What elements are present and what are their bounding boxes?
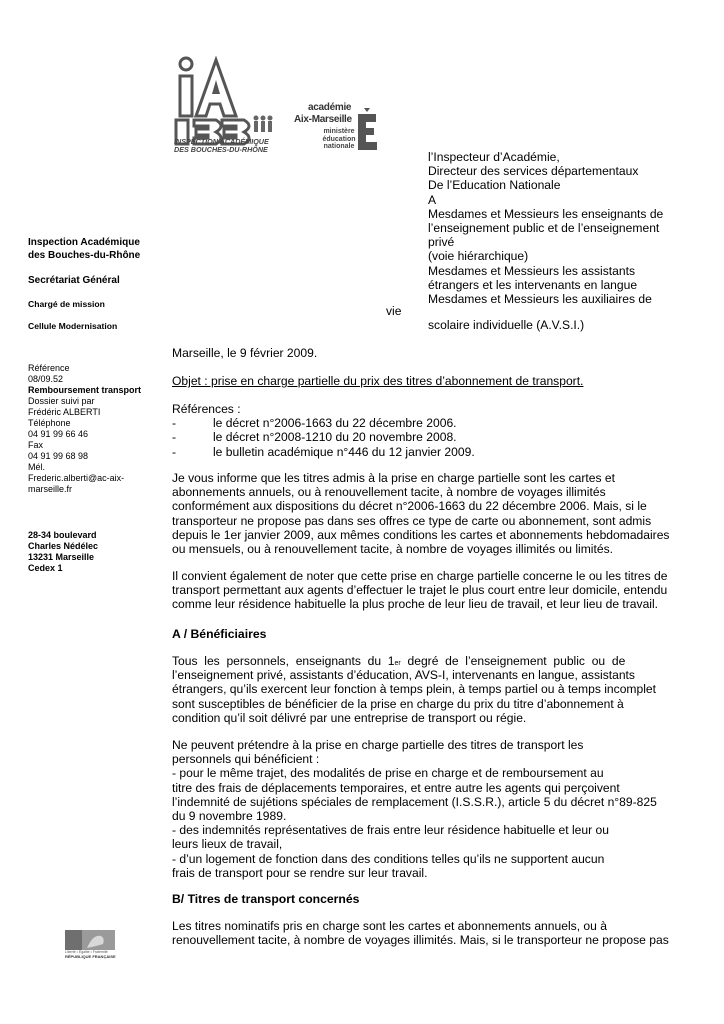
para-line: - pour le même trajet, des modalités de prise en charge et de remboursement au — [172, 766, 604, 781]
ministere-label: ministère éducation nationale — [322, 128, 356, 150]
letter-subject: Objet : prise en charge partielle du prix des titres d’abonnement de transport. — [172, 374, 584, 388]
para-line: renouvellement tacite, à nombre de voyages illimités. Mais, si le transporteur ne propose pas — [172, 933, 669, 948]
ia13-logo-text: INSPECTION ACADÉMIQUE DES BOUCHES-DU-RHÔNE — [174, 137, 269, 154]
para-line: - d’un logement de fonction dans des conditions telles qu’ils ne supportent aucun — [172, 851, 605, 866]
paragraph-b — [172, 919, 672, 947]
sidebar-address-line: 13231 Marseille — [28, 552, 95, 562]
recipient-line: A — [428, 192, 437, 207]
recipient-vie: vie — [386, 304, 402, 318]
sidebar-info-line: Frédéric ALBERTI — [28, 407, 101, 417]
sidebar-charge: Chargé de mission — [28, 299, 105, 309]
para-line: personnels qui bénéficient : — [172, 752, 320, 767]
para-line: sont susceptibles de bénéficier de la prise en charge du prix du titre d’abonnement à — [172, 696, 624, 711]
recipient-line: (voie hiérarchique) — [428, 249, 529, 264]
para-line: transporteur ne propose pas dans ses offres ce type de carte ou abonnement, sont admis — [172, 513, 652, 528]
recipient-line: Mesdames et Messieurs les enseignants de — [428, 206, 664, 221]
para-line: Les titres nominatifs pris en charge sont les cartes et abonnements annuels, ou à — [172, 919, 607, 933]
para-line: depuis le 1er janvier 2009, aux mêmes conditions les cartes et abonnements hebdomadaires — [172, 527, 670, 542]
republique-motto: Liberté • Égalité • Fraternité — [65, 950, 108, 954]
reference-text: le décret n°2006-1663 du 22 décembre 2006. — [213, 416, 457, 431]
para-line — [172, 654, 672, 668]
recipient-line: De l’Education Nationale — [428, 178, 561, 193]
sidebar-info-line: Dossier suivi par — [28, 396, 95, 406]
recipient-line: Mesdames et Messieurs les assistants — [428, 263, 636, 278]
inspection-academique-logo — [170, 50, 282, 160]
references-label: Références : — [172, 402, 241, 416]
sidebar-secretariat: Secrétariat Général — [28, 275, 120, 286]
para-line: leurs lieux de travail, — [172, 837, 283, 852]
reference-item: - le bulletin académique n°446 du 12 janvier 2009. — [172, 444, 475, 459]
para-line: l’indemnité de sujétions spéciales de remplacement (I.S.S.R.), article 5 du décret n°89-825 — [172, 794, 657, 809]
para-line: frais de transport pour se rendre sur leur travail. — [172, 865, 428, 880]
para-line: Ne peuvent prétendre à la prise en charge partielle des titres de transport les — [172, 738, 584, 752]
section-b-heading: B/ Titres de transport concernés — [172, 892, 360, 906]
sidebar-contact-info — [28, 363, 158, 495]
recipient-line: Directeur des services départementaux — [428, 164, 639, 179]
para-line: ou mensuels, ou à renouvellement tacite, à nombre de voyages illimités ou limités. — [172, 542, 613, 557]
reference-text: le bulletin académique n°446 du 12 janvier 2009. — [213, 444, 475, 459]
para-line: du 9 novembre 1989. — [172, 809, 287, 824]
para-text: Tous les personnels, enseignants du 1 — [172, 654, 395, 668]
letter-date: Marseille, le 9 février 2009. — [172, 346, 318, 360]
paragraph-1 — [172, 471, 672, 556]
para-line: abonnements annuels, ou à renouvellement tacite, à nombre de voyages illimités — [172, 485, 606, 500]
sidebar-address — [28, 530, 158, 574]
sidebar-cellule: Cellule Modernisation — [28, 321, 118, 331]
section-a-heading: A / Bénéficiaires — [172, 627, 267, 641]
sidebar-address-line: Cedex 1 — [28, 563, 63, 573]
reference-item: - le décret n°2008-1210 du 20 novembre 2008. — [172, 430, 457, 445]
sidebar-info-line: 04 91 99 68 98 — [28, 451, 89, 461]
recipient-line: l’enseignement public et de l’enseignement — [428, 221, 660, 236]
e-emblem-icon — [356, 106, 382, 154]
references-block — [172, 402, 672, 459]
academie-label: académie — [308, 102, 352, 113]
recipient-line: Mesdames et Messieurs les auxiliaires de — [428, 292, 652, 307]
sidebar-address-line: Charles Nédélec — [28, 541, 99, 551]
sidebar-info-line: Mél. — [28, 462, 46, 472]
sidebar-email-line: Frederic.alberti@ac-aix- — [28, 473, 125, 483]
para-line: étrangers, qu’ils exercent leur fonction à temps plein, à temps partiel ou à temps incomplet — [172, 682, 656, 697]
republique-francaise-logo — [65, 930, 115, 960]
paragraph-a2 — [172, 738, 672, 880]
sidebar-info-line: Référence — [28, 363, 70, 373]
para-line: l’enseignement privé, assistants d’éducation, AVS-I, intervenants en langue, assistants — [172, 668, 635, 683]
paragraph-2 — [172, 569, 672, 612]
para-text: degré de l’enseignement public ou de — [400, 654, 626, 668]
para-line: comme leur résidence habituelle la plus proche de leur lieu de travail, et leur lieu de travail. — [172, 597, 659, 612]
recipient-line: l’Inspecteur d’Académie, — [428, 150, 560, 164]
reference-item: - le décret n°2006-1663 du 22 décembre 2006. — [172, 416, 457, 431]
para-line: conformément aux dispositions du décret n°2006-1663 du 22 décembre 2006. Mais, si le — [172, 499, 647, 514]
sidebar-info-line: Remboursement transport — [28, 385, 142, 395]
sidebar-email-line: marseille.fr — [28, 484, 73, 494]
recipient-block — [428, 150, 678, 306]
aix-marseille-label: Aix-Marseille — [294, 114, 352, 125]
republique-name: RÉPUBLIQUE FRANÇAISE — [65, 954, 116, 959]
ordinal-superscript: er — [394, 660, 401, 667]
sidebar-info-line: Fax — [28, 440, 44, 450]
sidebar-address-line: 28-34 boulevard — [28, 530, 97, 540]
paragraph-a1 — [172, 654, 672, 725]
para-line: - des indemnités représentatives de frais entre leur résidence habituelle et leur ou — [172, 823, 609, 838]
sidebar-info-line: 04 91 99 66 46 — [28, 429, 89, 439]
sidebar-org-line: des Bouches-du-Rhône — [28, 250, 141, 261]
para-line: transport permettant aux agents d’effectuer le trajet le plus court entre leur domicile, entendu — [172, 583, 668, 598]
para-line: Je vous informe que les titres admis à la prise en charge partielle sont les cartes et — [172, 471, 615, 485]
para-line: titre des frais de déplacements temporaires, et entre autre les agents qui perçoivent — [172, 780, 620, 795]
recipient-last-line: scolaire individuelle (A.V.S.I.) — [428, 318, 585, 332]
sidebar-info-line: Téléphone — [28, 418, 71, 428]
reference-text: le décret n°2008-1210 du 20 novembre 2008. — [213, 430, 457, 445]
sidebar-info-line: 08/09.52 — [28, 374, 64, 384]
recipient-line: étrangers et les intervenants en langue — [428, 277, 638, 292]
academie-aix-marseille-logo — [294, 102, 386, 160]
sidebar-org-line: Inspection Académique — [28, 237, 140, 248]
sidebar — [28, 236, 158, 331]
recipient-line: privé — [428, 235, 455, 250]
marianne-icon — [65, 930, 115, 950]
para-line: Il convient également de noter que cette prise en charge partielle concerne le ou les titres de — [172, 569, 668, 583]
para-line: condition qu’il soit délivré par une entreprise de transport ou régie. — [172, 710, 527, 725]
